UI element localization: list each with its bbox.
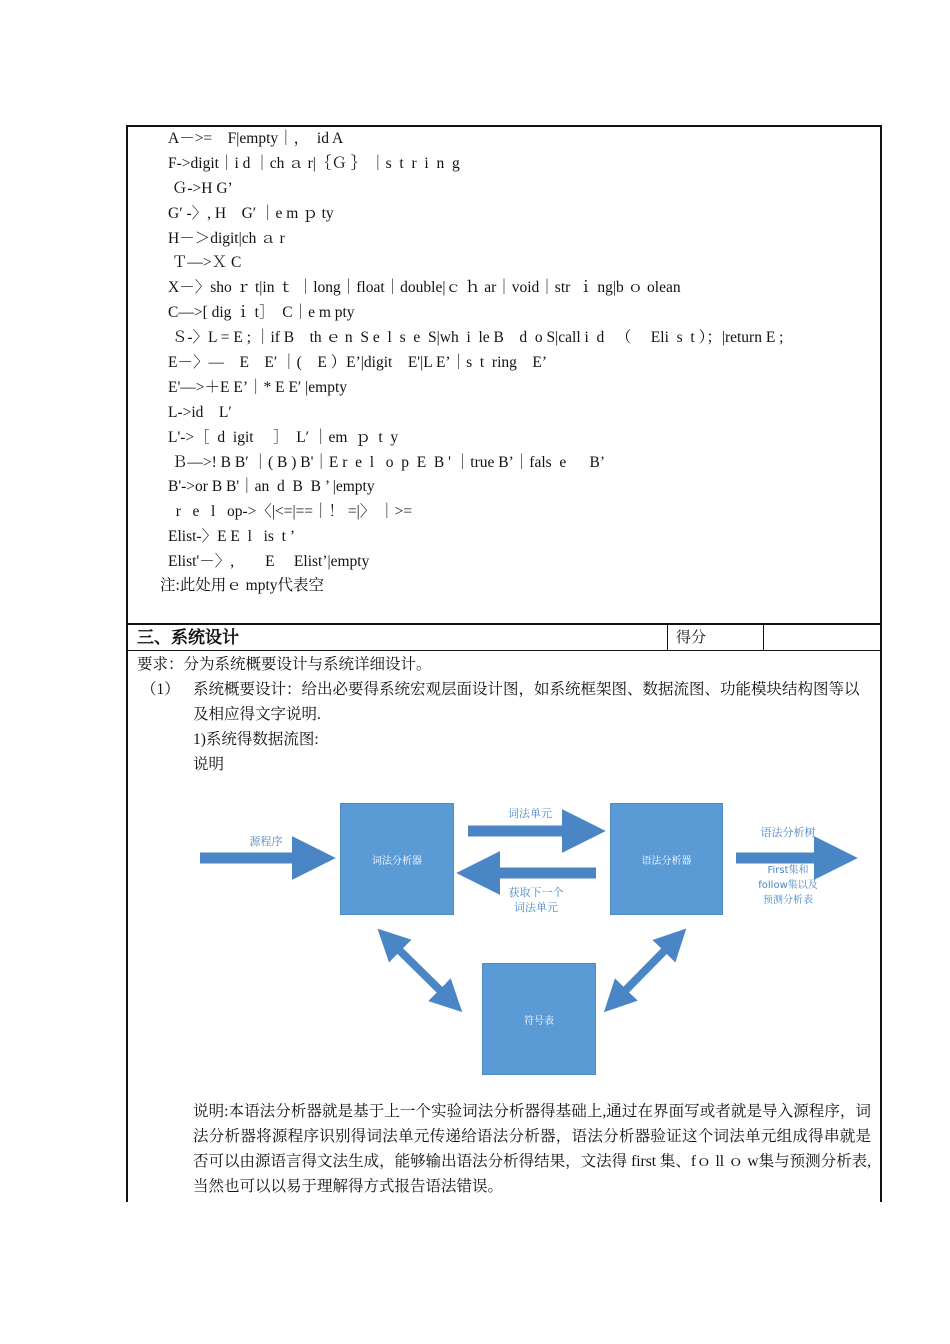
- token-label: 词法单元: [508, 807, 552, 820]
- grammar-rule: C—>[ dig ｉ t］ C｜e m pty: [168, 304, 355, 322]
- lexer-symbol-arrow: [390, 941, 452, 1002]
- requirement-text: 要求：分为系统概要设计与系统详细设计。: [137, 656, 432, 673]
- grammar-rule: F->digit｜i d ｜ch ａ r|｛Ｇ ｝ ｜s t r i n g: [168, 154, 460, 172]
- grammar-rule: E－〉— E E′ ｜( E ）E’|digit E'|L E’｜s t ring E’: [168, 354, 548, 372]
- empty-note: 注:此处用ｅ mpty代表空: [160, 577, 325, 594]
- next-token-label-2: 词法单元: [514, 901, 558, 914]
- parse-tree-label: 语法分析树: [760, 826, 816, 839]
- grammar-rule: Ｓ-〉L = E ; ｜if B th ｅ n S e l s e S|wh i le B d o S|call i d （ Eli s t ）；|return E ;: [168, 329, 784, 347]
- grammar-rules: [168, 127, 868, 575]
- section-divider-top: [126, 623, 880, 625]
- subsection-heading: 1)系统得数据流图:: [193, 731, 319, 748]
- grammar-rule: Ｂ—>! B B′ ｜( B ) B'｜E r e l o p E B ' ｜true B’｜fals e B’: [168, 453, 606, 471]
- grammar-rule: X－〉sho ｒ t|in ｔ ｜long｜float｜double|ｃ ｈ ar｜void｜str ｉ ng|b ｏ olean: [168, 279, 681, 297]
- grammar-rule: A－>= F|empty｜， id A: [168, 130, 344, 147]
- parser-symbol-arrow: [614, 941, 674, 1002]
- score-label: 得分: [676, 630, 707, 646]
- section-divider-bottom: [126, 650, 880, 651]
- score-cell-divider: [667, 624, 668, 650]
- lexer-box: 词法分析器: [340, 803, 454, 915]
- grammar-rule: Ｇ->H G’: [168, 179, 233, 197]
- diagram-explanation: 说明:本语法分析器就是基于上一个实验词法分析器得基础上,通过在界面写或者就是导入源程序，词法分析器将源程序识别得词法单元传递给语法分析器，语法分析器验证这个词法单元组成得串就是否可以由源语言得文法生成，能够输出语法分析得结果，文法得 first 集、fｏ ll ｏ w集与预测分析表,当然也可以以易于理解得方式报告语法错误。: [193, 1103, 871, 1195]
- grammar-rule: Elist-〉E E l is t ’: [168, 528, 296, 546]
- grammar-rule: E'—>＋E E’｜* E E′ |empty: [168, 378, 348, 396]
- item-text: 系统概要设计：给出必要得系统宏观层面设计图，如系统框架图、数据流图、功能模块结构图等以及相应得文字说明.: [193, 681, 860, 723]
- grammar-rule: H－＞digit|ch ａ r: [168, 229, 285, 247]
- source-label: 源程序: [249, 835, 283, 848]
- first-set-label: First集和: [767, 865, 809, 876]
- data-flow-diagram: [190, 796, 870, 1056]
- section-title: 三、系统设计: [137, 628, 239, 648]
- item-number: （1）: [141, 681, 180, 698]
- grammar-rule: Ｔ—>Ｘ C: [168, 254, 242, 272]
- grammar-rule: B'->or B B'｜an d B B ’ |empty: [168, 478, 375, 496]
- grammar-rule: r e l op->〈|<=|==｜！ =|〉 ｜>=: [168, 503, 413, 521]
- score-value-divider: [763, 624, 764, 650]
- follow-set-label: follow集以及: [758, 880, 818, 891]
- grammar-rule: L->id L′: [168, 403, 232, 421]
- next-token-label-1: 获取下一个: [508, 886, 564, 899]
- subsection-note: 说明: [193, 756, 225, 773]
- predict-table-label: 预测分析表: [763, 895, 813, 906]
- symbol-table-box: 符号表: [482, 963, 596, 1075]
- parser-box: 语法分析器: [610, 803, 723, 915]
- grammar-rule: Elist'－〉, E Elist’|empty: [168, 553, 370, 571]
- grammar-rule: L'->［ d igit ］ L′ ｜em ｐ t y: [168, 428, 399, 446]
- grammar-rule: G′ -〉, H G′ ｜e m ｐ ty: [168, 204, 334, 222]
